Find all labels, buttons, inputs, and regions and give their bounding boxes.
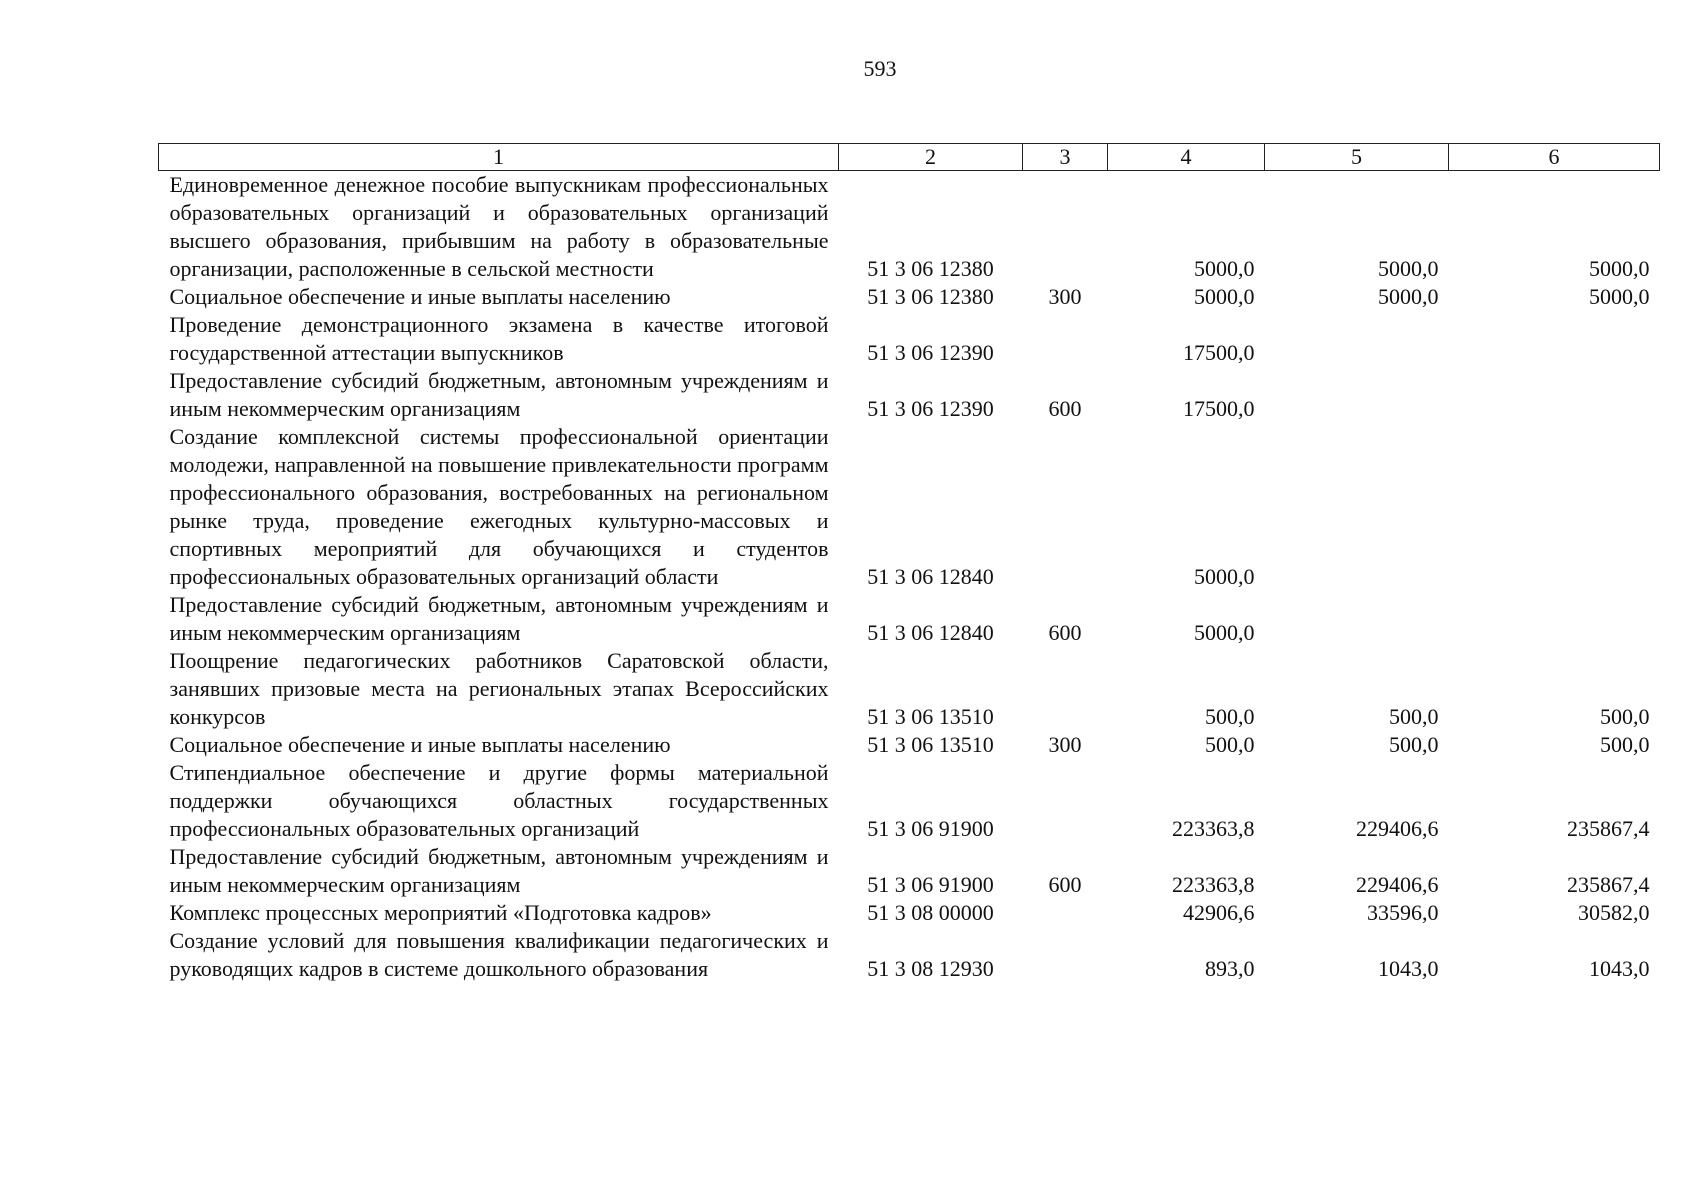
item-name: Создание комплексной системы профессиональной ориентации молодежи, направленной на повышение привлекательности программ профессионального образования, востребованных на региональном рынке труда, проведение ежегодных культурно-массовых и спортивных мероприятий для обучающихся и студентов профессиональных образовательных организаций области	[169, 424, 829, 589]
amount-col-6: 1043,0	[1589, 956, 1650, 981]
column-header-1: 1	[159, 144, 839, 171]
item-code: 51 3 06 12390	[867, 340, 994, 365]
amount-col-6: 235867,4	[1567, 816, 1650, 841]
item-code: 51 3 06 91900	[867, 872, 994, 897]
amount-col-6: 500,0	[1600, 704, 1650, 729]
amount-col-5	[1265, 423, 1449, 591]
amount-col-4: 893,0	[1205, 956, 1255, 981]
table-row	[159, 283, 1660, 311]
item-name: Предоставление субсидий бюджетным, автономным учреждениям и иным некоммерческим организациям	[169, 844, 829, 897]
item-code: 51 3 06 12390	[867, 396, 994, 421]
column-header-3: 3	[1023, 144, 1108, 171]
table-row	[159, 591, 1660, 647]
amount-col-5: 229406,6	[1356, 872, 1439, 897]
expense-type	[1023, 311, 1108, 367]
item-name: Комплекс процессных мероприятий «Подготовка кадров»	[169, 900, 712, 925]
item-name: Предоставление субсидий бюджетным, автономным учреждениям и иным некоммерческим организациям	[169, 368, 829, 421]
item-name: Поощрение педагогических работников Саратовской области, занявших призовые места на региональных этапах Всероссийских конкурсов	[169, 648, 829, 729]
item-name: Социальное обеспечение и иные выплаты населению	[169, 284, 671, 309]
table-row	[159, 171, 1660, 284]
amount-col-4: 5000,0	[1194, 256, 1255, 281]
item-name: Социальное обеспечение и иные выплаты населению	[169, 732, 671, 757]
amount-col-4: 223363,8	[1172, 872, 1255, 897]
column-header-5: 5	[1265, 144, 1449, 171]
amount-col-6: 235867,4	[1567, 872, 1650, 897]
column-header-2: 2	[839, 144, 1023, 171]
amount-col-5: 33596,0	[1367, 900, 1439, 925]
table-header	[159, 144, 1660, 171]
table-row	[159, 423, 1660, 591]
item-code: 51 3 06 12380	[867, 256, 994, 281]
item-code: 51 3 06 12380	[867, 284, 994, 309]
table-row	[159, 899, 1660, 927]
amount-col-6: 30582,0	[1578, 900, 1650, 925]
expense-type	[1023, 899, 1108, 927]
expense-type: 600	[1048, 872, 1082, 897]
amount-col-4: 5000,0	[1194, 564, 1255, 589]
amount-col-4: 42906,6	[1183, 900, 1255, 925]
amount-col-5	[1265, 367, 1449, 423]
expense-type: 300	[1048, 284, 1082, 309]
item-name: Стипендиальное обеспечение и другие формы материальной поддержки обучающихся областных государственных профессиональных образовательных организаций	[169, 760, 829, 841]
amount-col-6: 5000,0	[1589, 256, 1650, 281]
table-row	[159, 367, 1660, 423]
amount-col-6	[1449, 311, 1660, 367]
table-row	[159, 731, 1660, 759]
item-code: 51 3 08 12930	[867, 956, 994, 981]
amount-col-4: 17500,0	[1183, 340, 1255, 365]
amount-col-6	[1449, 423, 1660, 591]
amount-col-5	[1265, 591, 1449, 647]
page-number: 593	[863, 56, 897, 81]
column-header-4: 4	[1108, 144, 1265, 171]
amount-col-4: 5000,0	[1194, 620, 1255, 645]
amount-col-4: 500,0	[1205, 732, 1255, 757]
item-name: Единовременное денежное пособие выпускникам профессиональных образовательных организаций и образовательных организаций высшего образования, прибывшим на работу в образовательные организации, расположенные в сельской местности	[169, 172, 829, 281]
budget-table	[158, 143, 1660, 983]
header-row	[159, 144, 1660, 171]
amount-col-4: 5000,0	[1194, 284, 1255, 309]
table-row	[159, 843, 1660, 899]
expense-type: 300	[1048, 732, 1082, 757]
amount-col-4: 17500,0	[1183, 396, 1255, 421]
amount-col-5: 229406,6	[1356, 816, 1439, 841]
column-header-6: 6	[1449, 144, 1660, 171]
item-name: Создание условий для повышения квалификации педагогических и руководящих кадров в системе дошкольного образования	[169, 928, 829, 981]
item-code: 51 3 08 00000	[867, 900, 994, 925]
expense-type	[1023, 171, 1108, 284]
amount-col-6	[1449, 367, 1660, 423]
item-code: 51 3 06 12840	[867, 620, 994, 645]
table-row	[159, 311, 1660, 367]
amount-col-5: 500,0	[1389, 704, 1439, 729]
amount-col-5: 5000,0	[1378, 284, 1439, 309]
amount-col-5: 500,0	[1389, 732, 1439, 757]
expense-type	[1023, 423, 1108, 591]
item-code: 51 3 06 91900	[867, 816, 994, 841]
amount-col-6: 5000,0	[1589, 284, 1650, 309]
table-row	[159, 647, 1660, 731]
item-code: 51 3 06 13510	[867, 732, 994, 757]
expense-type	[1023, 647, 1108, 731]
amount-col-4: 500,0	[1205, 704, 1255, 729]
table-row	[159, 759, 1660, 843]
expense-type: 600	[1048, 396, 1082, 421]
amount-col-5: 5000,0	[1378, 256, 1439, 281]
amount-col-6	[1449, 591, 1660, 647]
amount-col-6: 500,0	[1600, 732, 1650, 757]
amount-col-5: 1043,0	[1378, 956, 1439, 981]
expense-type	[1023, 927, 1108, 983]
item-code: 51 3 06 12840	[867, 564, 994, 589]
table-row	[159, 927, 1660, 983]
item-code: 51 3 06 13510	[867, 704, 994, 729]
amount-col-5	[1265, 311, 1449, 367]
expense-type: 600	[1048, 620, 1082, 645]
amount-col-4: 223363,8	[1172, 816, 1255, 841]
table-body	[159, 171, 1660, 984]
item-name: Предоставление субсидий бюджетным, автономным учреждениям и иным некоммерческим организациям	[169, 592, 829, 645]
item-name: Проведение демонстрационного экзамена в качестве итоговой государственной аттестации выпускников	[169, 312, 829, 365]
expense-type	[1023, 759, 1108, 843]
